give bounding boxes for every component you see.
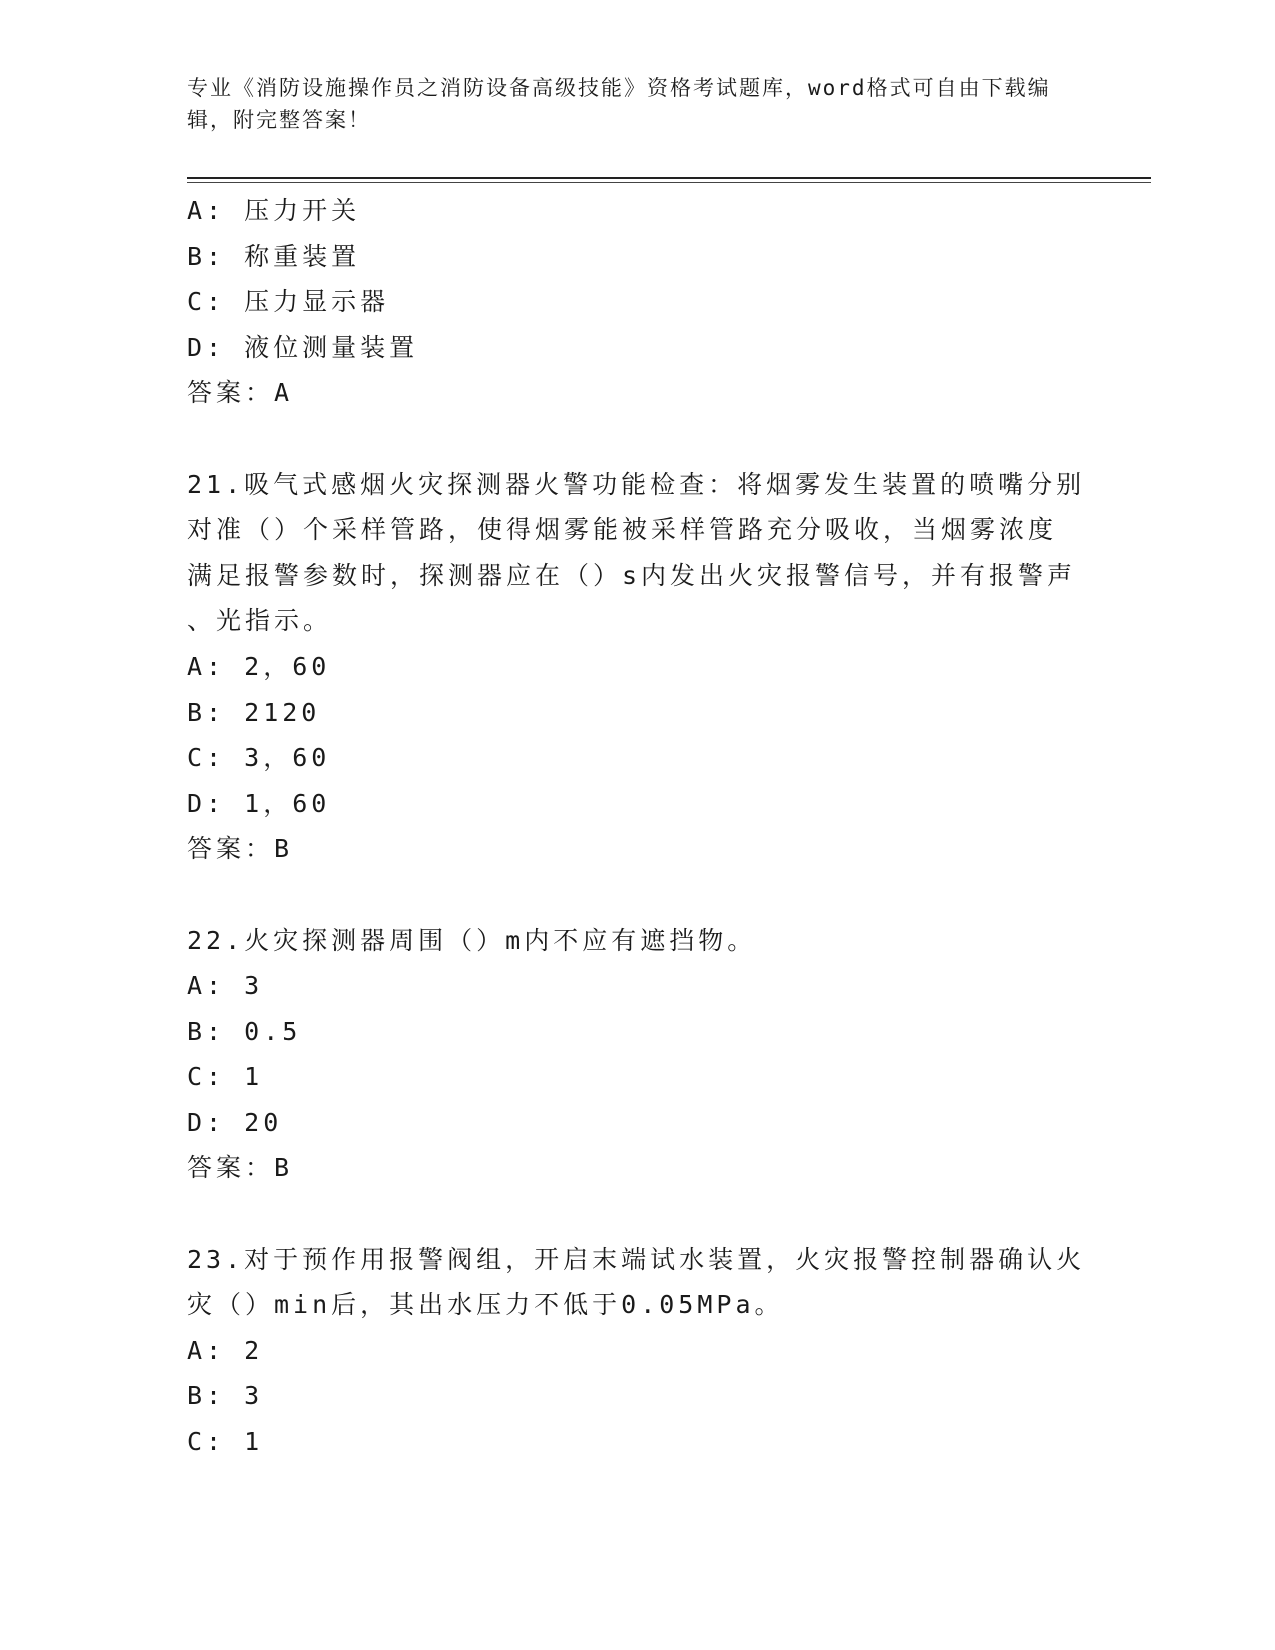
question-21-line-3: 满足报警参数时，探测器应在（）s内发出火灾报警信号，并有报警声 <box>187 560 1077 590</box>
option-c: C: 1 <box>187 1427 264 1457</box>
option-c: C: 3，60 <box>187 743 331 773</box>
option-d: D: 液位测量装置 <box>187 332 419 362</box>
option-a: A: 3 <box>187 971 264 1001</box>
header-divider <box>187 177 1151 179</box>
answer-line: 答案：B <box>187 1153 294 1183</box>
question-21-line-2: 对准（）个采样管路，使得烟雾能被采样管路充分吸收，当烟雾浓度 <box>187 515 1058 545</box>
option-b: B: 2120 <box>187 697 321 727</box>
answer-line: 答案：A <box>187 378 294 408</box>
spacer <box>187 1191 1087 1237</box>
header-divider-thin <box>187 182 1151 183</box>
option-c: C: 1 <box>187 1062 264 1092</box>
document-header: 专业《消防设施操作员之消防设备高级技能》资格考试题库，word格式可自由下载编辑，附完整答案！ <box>187 76 1051 132</box>
option-a: A: 2，60 <box>187 651 331 681</box>
answer-line: 答案：B <box>187 834 294 864</box>
spacer <box>187 872 1087 918</box>
question-21-line-4: 、光指示。 <box>187 606 333 636</box>
option-c: C: 压力显示器 <box>187 287 390 317</box>
option-d: D: 20 <box>187 1107 283 1137</box>
question-content <box>187 188 1087 1465</box>
spacer <box>187 416 1087 462</box>
option-b: B: 0.5 <box>187 1016 302 1046</box>
option-d: D: 1，60 <box>187 788 331 818</box>
question-23-line-2: 灾（）min后，其出水压力不低于0.05MPa。 <box>187 1290 784 1320</box>
question-22-line-1: 22.火灾探测器周围（）m内不应有遮挡物。 <box>187 925 757 955</box>
question-21-line-1: 21.吸气式感烟火灾探测器火警功能检查：将烟雾发生装置的喷嘴分别 <box>187 469 1086 499</box>
option-b: B: 称重装置 <box>187 241 361 271</box>
option-b: B: 3 <box>187 1381 264 1411</box>
option-a: A: 压力开关 <box>187 196 361 225</box>
option-a: A: 2 <box>187 1335 264 1365</box>
question-23-line-1: 23.对于预作用报警阀组，开启末端试水装置，火灾报警控制器确认火 <box>187 1244 1086 1274</box>
